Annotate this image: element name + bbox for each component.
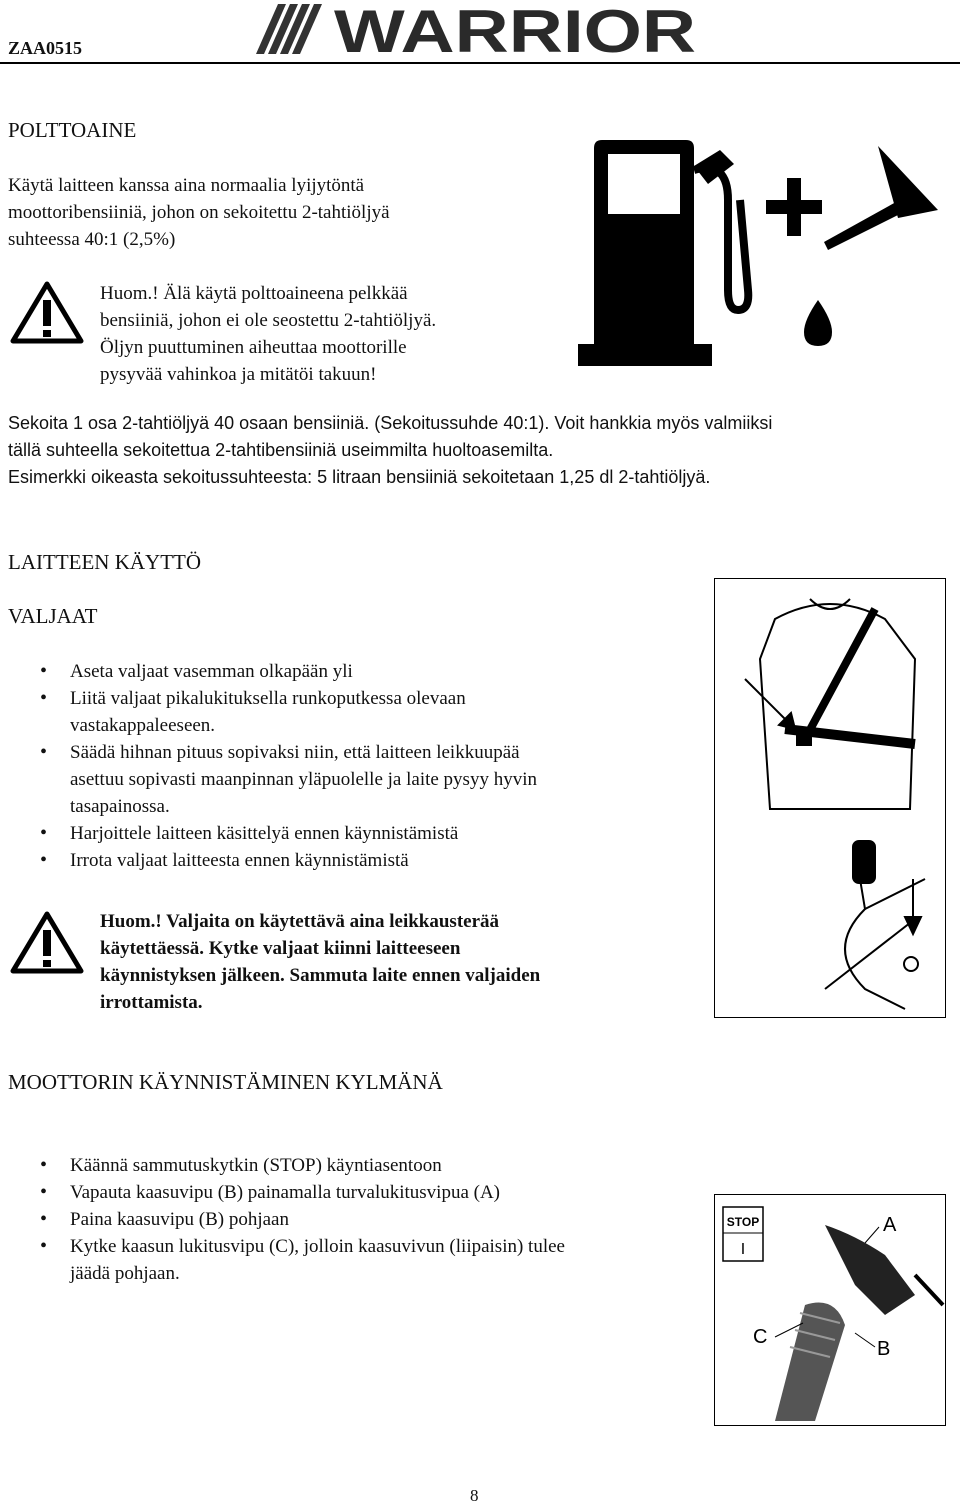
harness-illustration bbox=[715, 579, 945, 1017]
svg-text:B: B bbox=[877, 1338, 891, 1360]
warning-icon bbox=[10, 910, 84, 974]
list-item: • Kytke kaasun lukitusvipu (C), jolloin kaasuvivun (liipaisin) tulee jäädä pohjaan. bbox=[0, 1233, 700, 1287]
harness-list bbox=[0, 658, 700, 874]
page-number: 8 bbox=[470, 1486, 479, 1505]
list-item: • Käännä sammutuskytkin (STOP) käyntiasentoon bbox=[0, 1152, 700, 1179]
svg-text:A: A bbox=[883, 1214, 897, 1236]
svg-text:STOP: STOP bbox=[726, 1215, 760, 1229]
usage-heading: LAITTEEN KÄYTTÖ bbox=[8, 550, 202, 574]
warrior-logo bbox=[256, 2, 698, 56]
list-item: • Liitä valjaat pikalukituksella runkoputkessa olevaan vastakappaleeseen. bbox=[0, 685, 700, 739]
list-item: • Aseta valjaat vasemman olkapään yli bbox=[0, 658, 700, 685]
list-item: • Irrota valjaat laitteesta ennen käynnistämistä bbox=[0, 847, 700, 874]
logo-text: WARRIOR bbox=[334, 2, 696, 56]
coldstart-list bbox=[0, 1152, 700, 1287]
harness-warning: Huom.! Valjaita on käytettävä aina leikkausterää käytettäessä. Kytke valjaat kiinni laitteeseen käynnistyksen jälkeen. Sammuta laite ennen valjaiden irrottamista. bbox=[100, 911, 541, 1013]
document-code: ZAA0515 bbox=[8, 38, 83, 58]
fuel-warning: Huom.! Älä käytä polttoaineena pelkkää bensiiniä, johon ei ole seostettu 2-tahtiöljyä. Öljyn puuttuminen aiheuttaa moottorille pysyvää vahinkoa ja mitätöi takuun! bbox=[100, 283, 437, 385]
warning-icon bbox=[10, 280, 84, 344]
list-item: • Säädä hihnan pituus sopivaksi niin, että laitteen leikkuupää asettuu sopivasti maanpinnan yläpuolelle ja laite pysyy hyvin tasapainossa. bbox=[0, 739, 700, 820]
list-item: • Vapauta kaasuvipu (B) painamalla turvalukitusvipua (A) bbox=[0, 1179, 700, 1206]
svg-text:I: I bbox=[740, 1241, 746, 1258]
harness-figure bbox=[714, 578, 946, 1018]
svg-text:C: C bbox=[753, 1326, 768, 1348]
coldstart-heading: MOOTTORIN KÄYNNISTÄMINEN KYLMÄNÄ bbox=[8, 1070, 443, 1094]
fuel-heading: POLTTOAINE bbox=[8, 118, 137, 142]
fuel-intro: Käytä laitteen kanssa aina normaalia lyijytöntä moottoribensiiniä, johon on sekoitettu 2-tahtiöljyä suhteessa 40:1 (2,5%) bbox=[8, 175, 390, 250]
list-item: • Paina kaasuvipu (B) pohjaan bbox=[0, 1206, 700, 1233]
throttle-figure bbox=[714, 1194, 946, 1426]
fuel-mix-text: Sekoita 1 osa 2-tahtiöljyä 40 osaan bensiiniä. (Sekoitussuhde 40:1). Voit hankkia myös valmiiksi tällä suhteella sekoitettua 2-tahtibensiiniä useimmilta huoltoasemilta. Esimerkki oikeasta sekoitussuhteesta: 5 litraan bensiiniä sekoitetaan 1,25 dl 2-tahtiöljyä. bbox=[8, 413, 773, 487]
fuel-pump-oil-icon bbox=[578, 140, 940, 368]
throttle-illustration bbox=[715, 1195, 945, 1425]
list-item: • Harjoittele laitteen käsittelyä ennen käynnistämistä bbox=[0, 820, 700, 847]
harness-subheading: VALJAAT bbox=[8, 604, 98, 628]
header-rule bbox=[0, 62, 960, 64]
